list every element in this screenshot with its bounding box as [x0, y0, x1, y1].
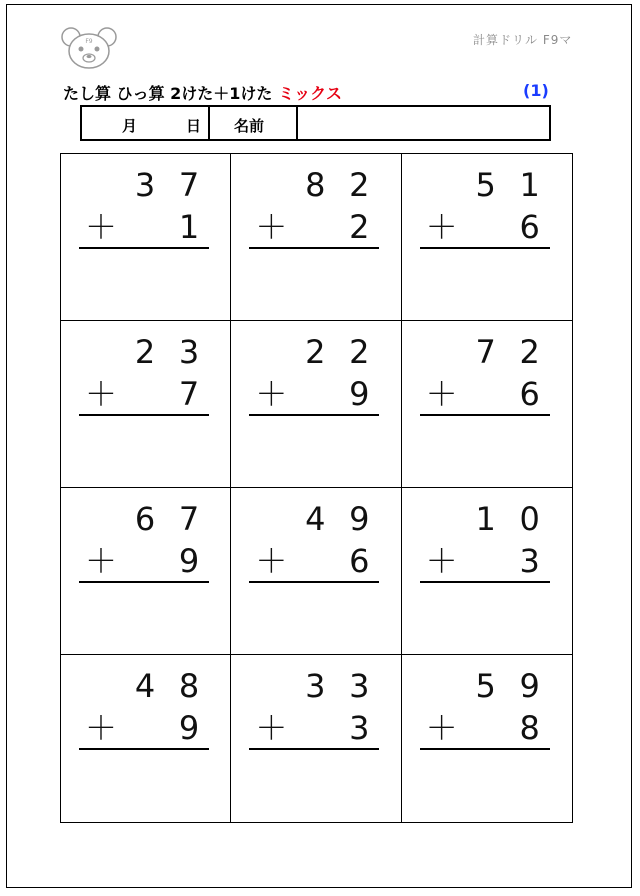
top-tens-digit: 5 [475, 166, 496, 204]
problem-cell[interactable] [231, 488, 401, 655]
plus-sign: ＋ [425, 375, 458, 413]
plus-sign: ＋ [255, 375, 288, 413]
bottom-digit: 6 [519, 375, 540, 413]
top-tens-digit: 3 [134, 166, 156, 204]
top-tens-digit: 6 [134, 500, 156, 538]
date-field[interactable] [82, 107, 210, 139]
title-highlight: ミックス [278, 84, 342, 103]
bottom-digit: 3 [519, 542, 540, 580]
bear-face-icon [59, 25, 119, 71]
bottom-digit: 6 [519, 208, 540, 246]
answer-line [79, 414, 209, 416]
top-tens-digit: 2 [305, 333, 326, 371]
answer-line [79, 581, 209, 583]
problem-cell[interactable] [402, 655, 572, 822]
top-tens-digit: 5 [475, 667, 496, 705]
problem-cell[interactable] [231, 154, 401, 321]
top-ones-digit: 2 [349, 333, 370, 371]
plus-sign: ＋ [85, 375, 118, 413]
top-tens-digit: 7 [475, 333, 496, 371]
problem-grid [60, 153, 573, 823]
top-tens-digit: 1 [475, 500, 496, 538]
brand-label: 計算ドリル F9マ [473, 33, 573, 47]
problem-cell[interactable] [402, 488, 572, 655]
top-ones-digit: 8 [178, 667, 200, 705]
top-tens-digit: 4 [134, 667, 156, 705]
top-ones-digit: 3 [349, 667, 370, 705]
top-ones-digit: 7 [178, 500, 200, 538]
answer-line [420, 247, 550, 249]
answer-line [420, 414, 550, 416]
answer-line [79, 748, 209, 750]
name-field[interactable] [298, 107, 549, 139]
worksheet-title [63, 81, 342, 104]
problem-cell[interactable] [231, 655, 401, 822]
top-ones-digit: 0 [519, 500, 540, 538]
month-label: 月 [122, 117, 138, 135]
problem-cell[interactable] [402, 321, 572, 488]
answer-line [420, 748, 550, 750]
top-tens-digit: 3 [305, 667, 326, 705]
plus-sign: ＋ [425, 709, 458, 747]
problem-cell[interactable] [231, 321, 401, 488]
svg-text:F9: F9 [85, 38, 93, 45]
top-ones-digit: 9 [519, 667, 540, 705]
top-ones-digit: 7 [178, 166, 200, 204]
top-ones-digit: 2 [519, 333, 540, 371]
plus-sign: ＋ [85, 542, 118, 580]
problem-cell[interactable] [61, 154, 231, 321]
problem-cell[interactable] [61, 655, 231, 822]
top-tens-digit: 4 [305, 500, 326, 538]
bottom-digit: 9 [178, 709, 200, 747]
bottom-digit: 9 [349, 375, 370, 413]
top-tens-digit: 2 [134, 333, 156, 371]
bottom-digit: 2 [349, 208, 370, 246]
answer-line [79, 247, 209, 249]
bottom-digit: 7 [178, 375, 200, 413]
problem-cell[interactable] [61, 488, 231, 655]
bottom-digit: 3 [349, 709, 370, 747]
plus-sign: ＋ [255, 542, 288, 580]
top-ones-digit: 2 [349, 166, 370, 204]
top-ones-digit: 3 [178, 333, 200, 371]
answer-line [249, 414, 379, 416]
worksheet-page [6, 4, 632, 888]
answer-line [249, 748, 379, 750]
sheet-number: (1) [523, 81, 549, 100]
plus-sign: ＋ [255, 709, 288, 747]
bottom-digit: 8 [519, 709, 540, 747]
bottom-digit: 6 [349, 542, 370, 580]
top-tens-digit: 8 [305, 166, 326, 204]
top-ones-digit: 9 [349, 500, 370, 538]
name-date-box [80, 105, 551, 141]
plus-sign: ＋ [85, 709, 118, 747]
problem-cell[interactable] [402, 154, 572, 321]
bottom-digit: 9 [178, 542, 200, 580]
bottom-digit: 1 [178, 208, 200, 246]
plus-sign: ＋ [425, 208, 458, 246]
answer-line [249, 581, 379, 583]
answer-line [420, 581, 550, 583]
top-ones-digit: 1 [519, 166, 540, 204]
name-label: 名前 [210, 107, 298, 139]
answer-line [249, 247, 379, 249]
plus-sign: ＋ [255, 208, 288, 246]
plus-sign: ＋ [85, 208, 118, 246]
problem-cell[interactable] [61, 321, 231, 488]
plus-sign: ＋ [425, 542, 458, 580]
title-text: たし算 ひっ算 2けた＋1けた [63, 84, 273, 103]
day-label: 日 [186, 117, 202, 135]
